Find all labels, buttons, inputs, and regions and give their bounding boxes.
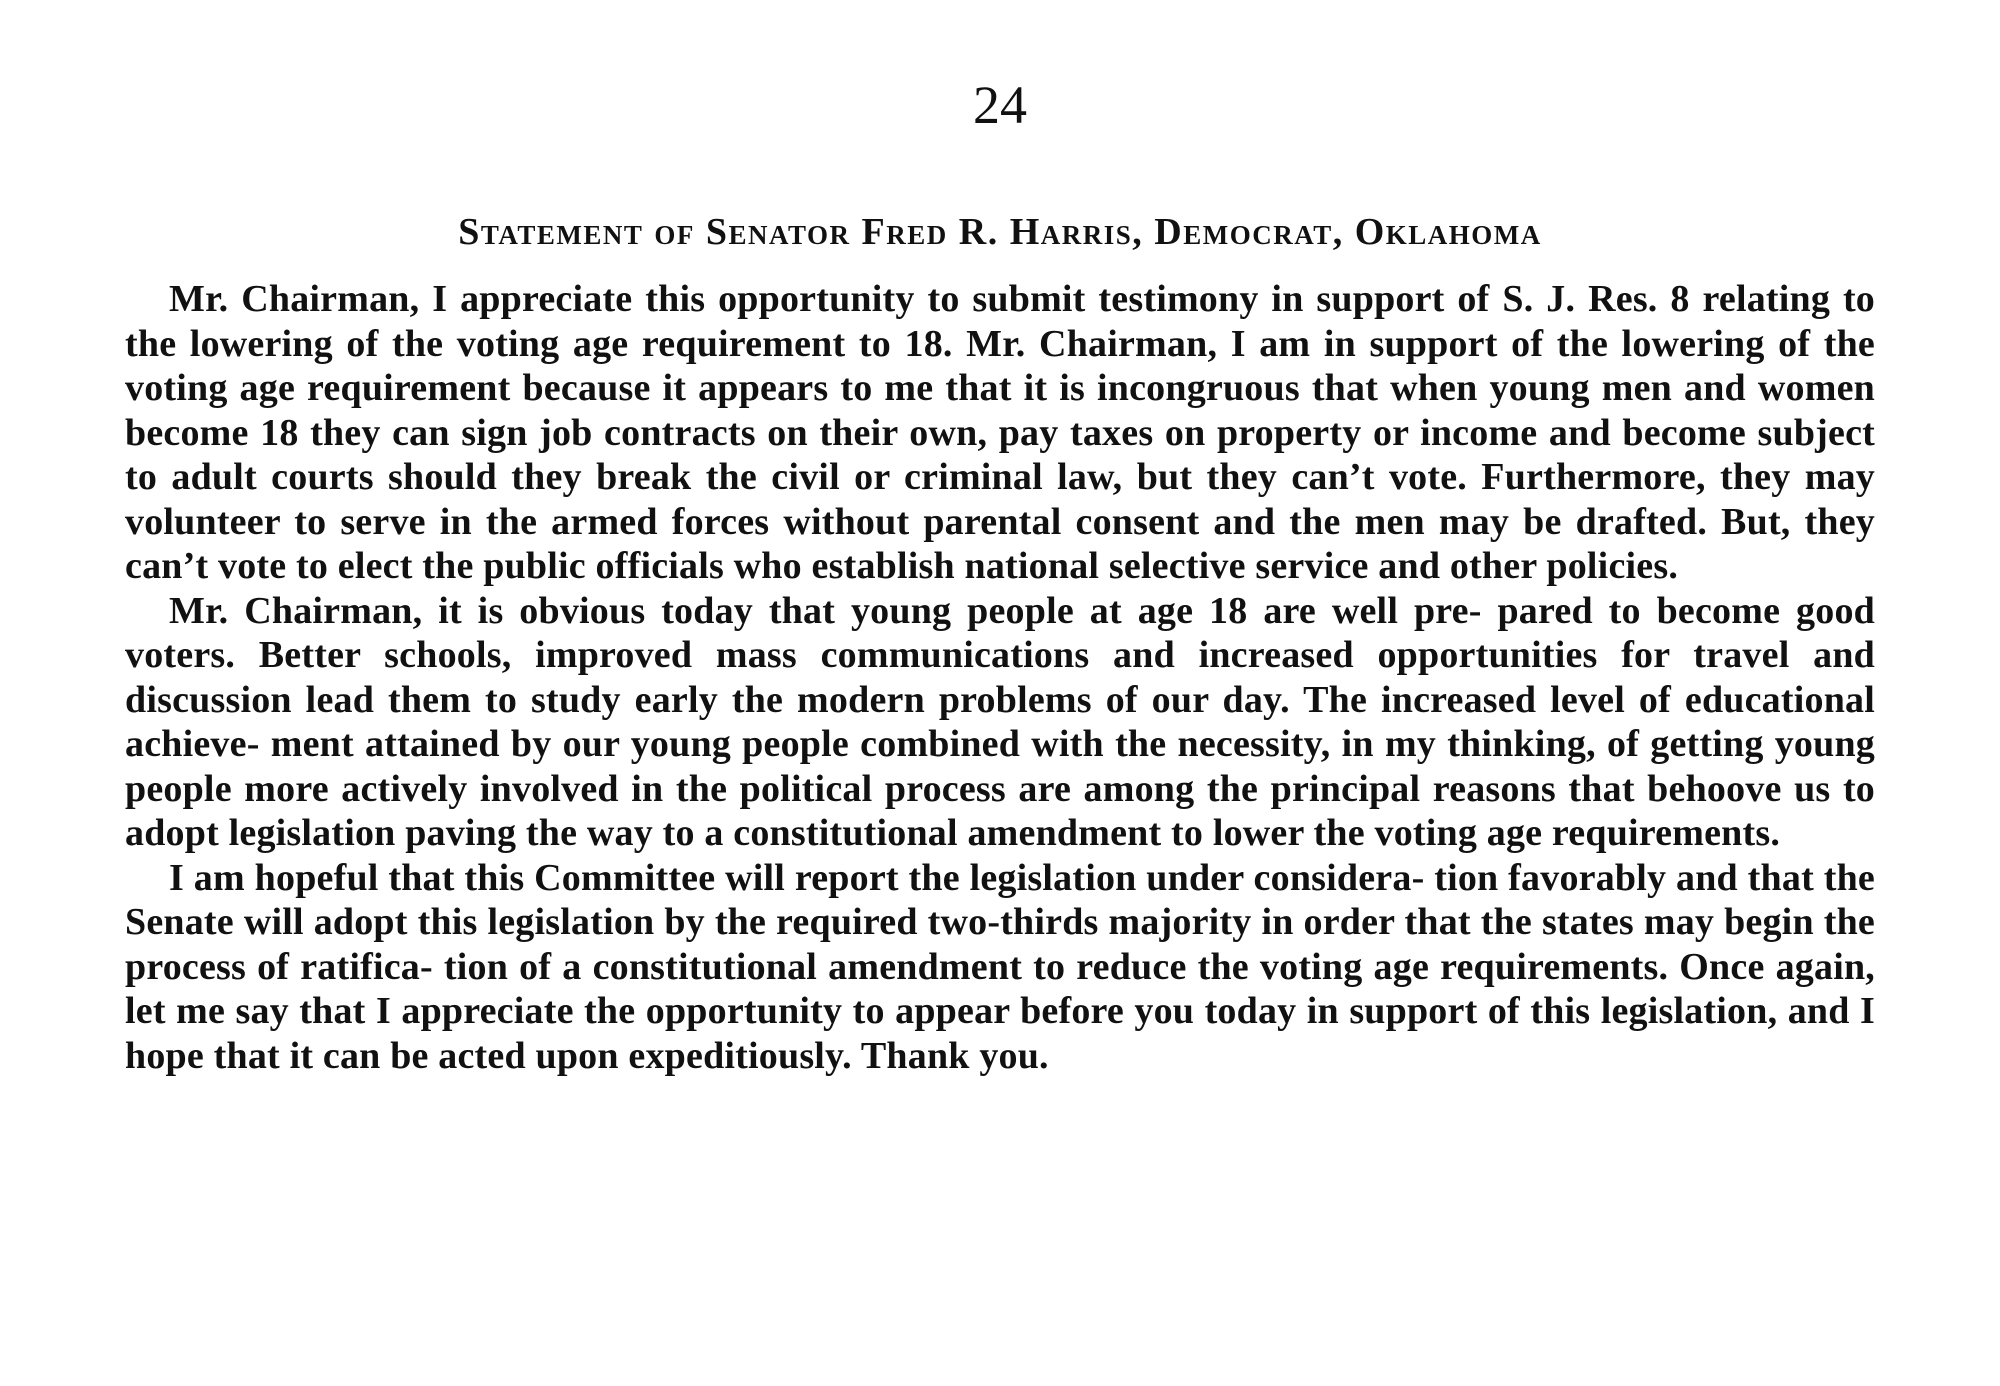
statement-heading: Statement of Senator Fred R. Harris, Democrat, Oklahoma [458, 211, 1542, 253]
paragraph-1: Mr. Chairman, I appreciate this opportunity to submit testimony in support of S. J. Res. 8 relating to the lowering of the voting age requirement to 18. Mr. Chairman, I am in support of the lowering of the voting age requirement because it appears to me that it is incongruous that when young men and women become 18 they can sign job contracts on their own, pay taxes on property or income and become subject to adult courts should they break the civil or criminal law, but they can’t vote. Furthermore, they may volunteer to serve in the armed forces without parental consent and the men may be drafted. But, they can’t vote to elect the public officials who establish national selective service and other policies. [125, 278, 1875, 587]
page-number: 24 [973, 75, 1027, 135]
document-page [125, 70, 1875, 1078]
paragraph-2: Mr. Chairman, it is obvious today that young people at age 18 are well pre- pared to become good voters. Better schools, improved mass communications and increased opportunities for travel and discussion lead them to study early the modern problems of our day. The increased level of educational achieve- ment attained by our young people combined with the necessity, in my thinking, of getting young people more actively involved in the political process are among the principal reasons that behoove us to adopt legislation paving the way to a constitutional amendment to lower the voting age requirements. [125, 589, 1875, 854]
paragraph-3: I am hopeful that this Committee will report the legislation under considera- tion favorably and that the Senate will adopt this legislation by the required two-thirds majority in order that the states may begin the process of ratifica- tion of a constitutional amendment to reduce the voting age requirements. Once again, let me say that I appreciate the opportunity to appear before you today in support of this legislation, and I hope that it can be acted upon expeditiously. Thank you. [125, 856, 1875, 1077]
